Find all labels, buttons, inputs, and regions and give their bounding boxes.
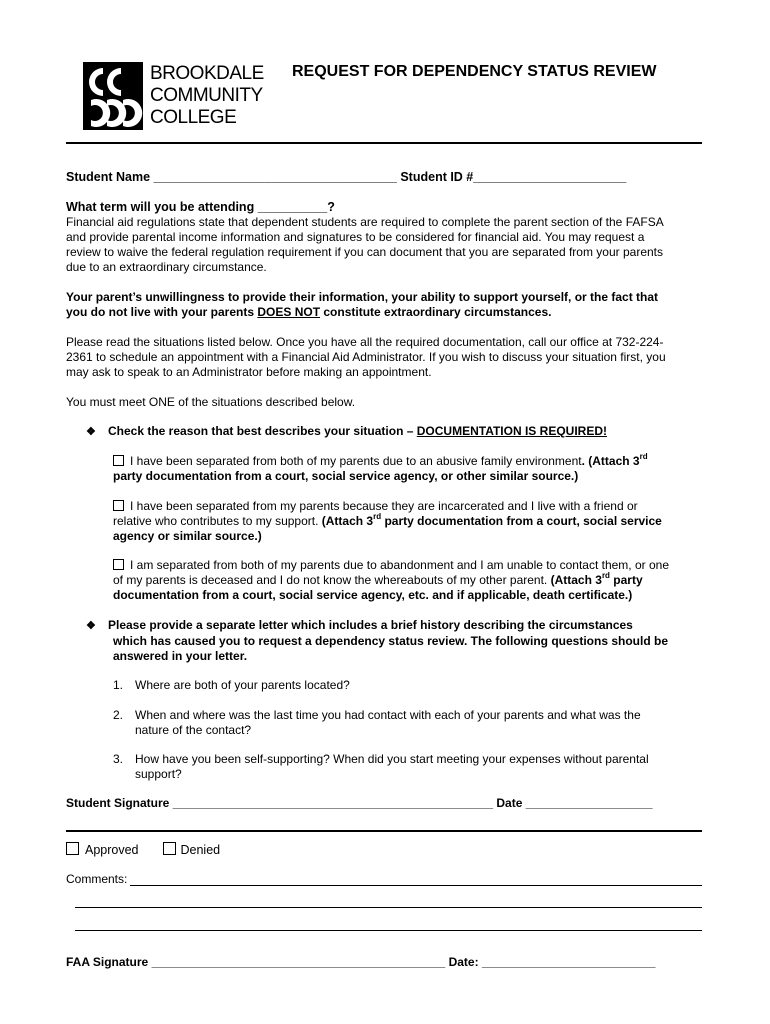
- diamond-bullet-icon: ❖: [86, 620, 96, 632]
- question-number: 3.: [113, 752, 124, 766]
- term-field[interactable]: __________: [257, 200, 328, 214]
- comments-line[interactable]: [75, 907, 702, 908]
- page-title: REQUEST FOR DEPENDENCY STATUS REVIEW: [292, 63, 657, 80]
- instructions-line: Please read the situations listed below. Once you have all the required documentation, call our office at 732-224-: [66, 335, 664, 349]
- question-text: support?: [135, 767, 182, 781]
- checkbox-abandonment[interactable]: [113, 559, 124, 570]
- option-doc-text: party documentation from a court, social service: [381, 514, 662, 528]
- college-name-line: BROOKDALE: [150, 63, 264, 84]
- faa-signature-field[interactable]: ____________________________________________: [151, 955, 446, 969]
- option-text: of my parents is deceased and I do not know the whereabouts of my other parent.: [113, 573, 551, 587]
- warning-text: constitute extraordinary circumstances.: [320, 305, 552, 319]
- meet-one-text: You must meet ONE of the situations described below.: [66, 395, 356, 409]
- option-text: relative who contributes to my support.: [113, 514, 322, 528]
- college-name-line: COLLEGE: [150, 107, 237, 128]
- question-text: Where are both of your parents located?: [135, 678, 350, 692]
- checkbox-approved[interactable]: [66, 842, 79, 855]
- situation-heading: [86, 424, 726, 440]
- faa-date-field[interactable]: __________________________: [481, 955, 656, 969]
- situation-heading-text: Check the reason that best describes your situation –: [108, 424, 417, 438]
- checkbox-abuse[interactable]: [113, 455, 124, 466]
- office-use-divider: [66, 830, 702, 832]
- comments-line[interactable]: [75, 930, 702, 931]
- warning-paragraph: [66, 290, 706, 320]
- superscript: rd: [373, 512, 382, 521]
- option-abuse: [113, 454, 713, 484]
- warning-line: [66, 305, 706, 320]
- faa-date-label: Date:: [448, 955, 479, 969]
- option-doc-text: documentation from a court, social service agency, etc. and if applicable, death certificate.): [113, 588, 633, 602]
- question-text: When and where was the last time you had contact with each of your parents and what was the: [135, 708, 641, 722]
- superscript: rd: [639, 452, 648, 461]
- intro-line: review to waive the federal regulation requirement if you can document that you are separated from your parents: [66, 245, 663, 259]
- intro-line: due to an extraordinary circumstance.: [66, 260, 267, 274]
- question-number: 1.: [113, 678, 124, 692]
- option-abandonment: [113, 558, 713, 603]
- student-signature-field[interactable]: ________________________________________________: [172, 796, 494, 810]
- decision-row: [66, 842, 706, 858]
- denied-label: Denied: [180, 843, 221, 857]
- question-item: [113, 752, 753, 782]
- college-name: [150, 63, 264, 129]
- student-signature-line: [66, 796, 706, 811]
- checkbox-incarcerated[interactable]: [113, 500, 124, 511]
- letter-instructions: [86, 618, 706, 664]
- option-text: I am separated from both of my parents due to abandonment and I am unable to contact them, or one: [130, 558, 669, 572]
- date-label: Date: [496, 796, 523, 810]
- option-incarcerated: [113, 499, 713, 544]
- letter-instructions-line: answered in your letter.: [113, 649, 248, 663]
- header-divider: [66, 142, 702, 144]
- brookdale-community-college-logo-mark: [83, 62, 143, 130]
- student-name-label: Student Name: [66, 170, 151, 184]
- instructions-line: may ask to speak to an Administrator before making an appointment.: [66, 365, 432, 379]
- question-item: [113, 678, 753, 693]
- documentation-required-text: DOCUMENTATION IS REQUIRED!: [416, 424, 607, 438]
- letter-instructions-line: Please provide a separate letter which includes a brief history describing the circumstances: [108, 618, 633, 632]
- option-doc-text: (Attach 3: [550, 573, 602, 587]
- instructions-paragraph: [66, 335, 706, 380]
- faa-signature-line: [66, 955, 706, 970]
- option-text: I have been separated from my parents because they are incarcerated and I live with a friend or: [130, 499, 638, 513]
- question-item: [113, 708, 753, 738]
- question-text: nature of the contact?: [135, 723, 252, 737]
- question-number: 2.: [113, 708, 124, 722]
- option-doc-text: party: [609, 573, 643, 587]
- student-id-field[interactable]: ______________________: [473, 170, 627, 184]
- intro-line: and provide parental income information and signatures to be considered for financial aid. You may request a: [66, 230, 645, 244]
- option-doc-text: . (Attach 3: [581, 454, 640, 468]
- option-doc-text: (Attach 3: [321, 514, 374, 528]
- intro-line: Financial aid regulations state that dependent students are required to complete the parent section of the FAFSA: [66, 215, 664, 229]
- comments-line[interactable]: [130, 885, 702, 886]
- student-id-label: Student ID #: [400, 170, 474, 184]
- student-info-line: [66, 170, 706, 185]
- letter-instructions-line: which has caused you to request a dependency status review. The following questions should be: [113, 634, 668, 648]
- term-label: What term will you be attending: [66, 200, 255, 214]
- date-field[interactable]: ___________________: [525, 796, 653, 810]
- comments-label: Comments:: [66, 872, 128, 886]
- option-doc-text: party documentation from a court, social service agency, or other similar source.): [113, 469, 579, 483]
- faa-signature-label: FAA Signature: [66, 955, 149, 969]
- student-name-field[interactable]: ___________________________________: [153, 170, 397, 184]
- student-signature-label: Student Signature: [66, 796, 170, 810]
- diamond-bullet-icon: ❖: [86, 426, 96, 438]
- checkbox-denied[interactable]: [163, 842, 176, 855]
- warning-line: Your parent’s unwillingness to provide their information, your ability to support yourself, or the fact that: [66, 290, 659, 304]
- term-question-mark: ?: [327, 200, 335, 214]
- question-text: How have you been self-supporting? When did you start meeting your expenses without parental: [135, 752, 649, 766]
- intro-paragraph: [66, 215, 706, 275]
- instructions-line: 2361 to schedule an appointment with a Financial Aid Administrator. If you wish to discuss your situation first, you: [66, 350, 666, 364]
- option-doc-text: agency or similar source.): [113, 529, 262, 543]
- warning-text: you do not live with your parents: [66, 305, 258, 319]
- option-text: I have been separated from both of my parents due to an abusive family environment: [130, 454, 582, 468]
- superscript: rd: [601, 571, 610, 580]
- does-not-emphasis: DOES NOT: [257, 305, 321, 319]
- college-name-line: COMMUNITY: [150, 85, 263, 106]
- term-line: [66, 200, 706, 215]
- approved-label: Approved: [85, 843, 139, 857]
